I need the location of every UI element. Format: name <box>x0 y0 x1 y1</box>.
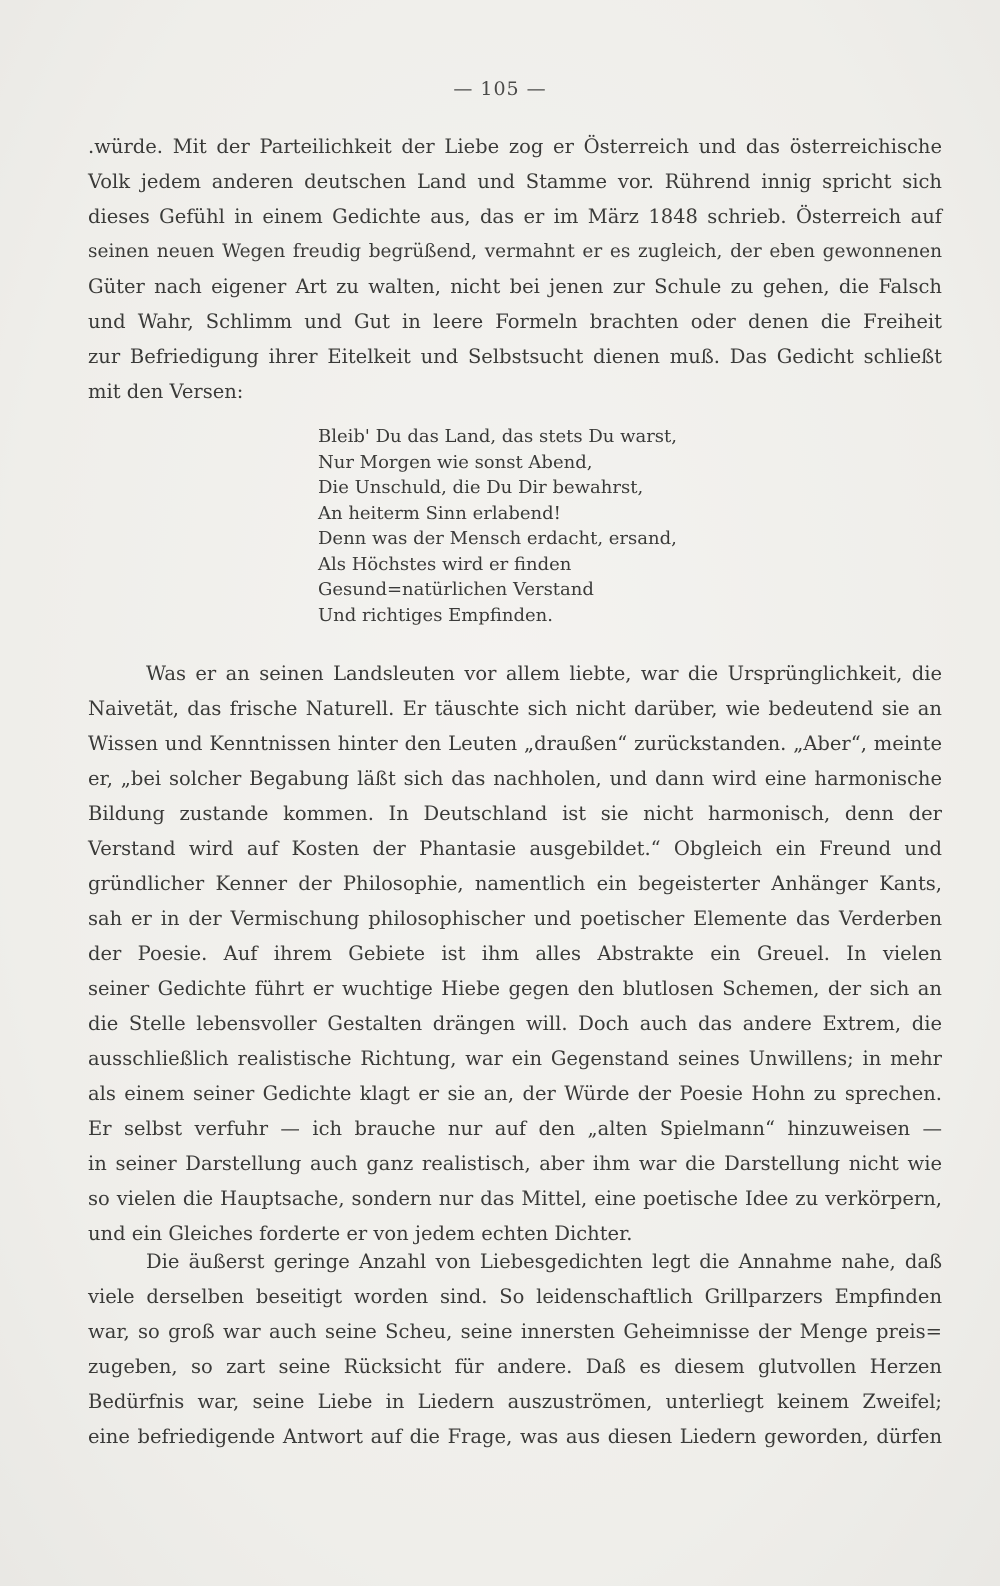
text-line: zur Befriedigung ihrer Eitelkeit und Selbstsucht dienen muß. Das Gedicht schließt <box>88 345 942 368</box>
text-line: ausschließlich realistische Richtung, war ein Gegenstand seines Unwillens; in mehr <box>88 1047 942 1070</box>
text-line: Volk jedem anderen deutschen Land und Stamme vor. Rührend innig spricht sich <box>88 170 942 193</box>
verse-line: Und richtiges Empfinden. <box>318 604 553 626</box>
text-line: Güter nach eigener Art zu walten, nicht bei jenen zur Schule zu gehen, die Falsch <box>88 275 942 298</box>
text-line: und ein Gleiches forderte er von jedem echten Dichter. <box>88 1222 633 1245</box>
text-line: Bedürfnis war, seine Liebe in Liedern auszuströmen, unterliegt keinem Zweifel; <box>88 1390 942 1413</box>
verse-line: Denn was der Mensch erdacht, ersand, <box>318 528 677 549</box>
verse-line: Als Höchstes wird er finden <box>318 553 572 575</box>
text-line: und Wahr, Schlimm und Gut in leere Formeln brachten oder denen die Freiheit <box>88 310 942 333</box>
text-line: mit den Versen: <box>88 380 244 403</box>
text-line: Verstand wird auf Kosten der Phantasie ausgebildet.“ Obgleich ein Freund und <box>88 837 942 860</box>
text-line: er, „bei solcher Begabung läßt sich das nachholen, und dann wird eine harmonische <box>88 767 942 790</box>
text-line: in seiner Darstellung auch ganz realistisch, aber ihm war die Darstellung nicht wie <box>88 1152 942 1175</box>
text-line: so vielen die Hauptsache, sondern nur das Mittel, eine poetische Idee zu verkörpern, <box>88 1187 942 1210</box>
verse-line: Gesund=natürlichen Verstand <box>318 579 594 600</box>
text-line: seiner Gedichte führt er wuchtige Hiebe gegen den blutlosen Schemen, der sich an <box>88 977 942 1000</box>
text-line: die Stelle lebensvoller Gestalten drängen will. Doch auch das andere Extrem, die <box>88 1012 942 1035</box>
text-line: gründlicher Kenner der Philosophie, namentlich ein begeisterter Anhänger Kants, <box>88 872 942 895</box>
text-line: zugeben, so zart seine Rücksicht für andere. Daß es diesem glutvollen Herzen <box>88 1355 942 1378</box>
verse-quote <box>318 424 738 628</box>
verse-line: Die Unschuld, die Du Dir bewahrst, <box>318 477 644 498</box>
text-line: als einem seiner Gedichte klagt er sie an, der Würde der Poesie Hohn zu sprechen. <box>88 1082 942 1105</box>
paragraph-3 <box>88 1244 942 1454</box>
text-line: war, so groß war auch seine Scheu, seine innersten Geheimnisse der Menge preis= <box>88 1320 942 1343</box>
text-line: der Poesie. Auf ihrem Gebiete ist ihm alles Abstrakte ein Greuel. In vielen <box>88 942 942 965</box>
verse-line: An heiterm Sinn erlabend! <box>318 502 561 524</box>
text-line: sah er in der Vermischung philosophischer und poetischer Elemente das Verderben <box>88 907 942 930</box>
text-line: Bildung zustande kommen. In Deutschland ist sie nicht harmonisch, denn der <box>88 802 942 825</box>
paragraph-1 <box>88 129 942 409</box>
text-line: seinen neuen Wegen freudig begrüßend, vermahnt er es zugleich, der eben gewonnenen <box>88 241 942 262</box>
text-line: viele derselben beseitigt worden sind. So leidenschaftlich Grillparzers Empfinden <box>88 1285 942 1308</box>
paragraph-2 <box>88 656 942 1251</box>
text-line: Wissen und Kenntnissen hinter den Leuten „draußen“ zurückstanden. „Aber“, meinte <box>88 732 942 755</box>
text-line: dieses Gefühl in einem Gedichte aus, das er im März 1848 schrieb. Österreich auf <box>88 205 942 228</box>
text-line: eine befriedigende Antwort auf die Frage, was aus diesen Liedern geworden, dürfen <box>88 1425 942 1448</box>
text-line: Was er an seinen Landsleuten vor allem liebte, war die Ursprünglichkeit, die <box>146 662 942 685</box>
verse-line: Nur Morgen wie sonst Abend, <box>318 451 593 473</box>
page-number: — 105 — <box>453 78 547 100</box>
text-line: Naivetät, das frische Naturell. Er täuschte sich nicht darüber, wie bedeutend sie an <box>88 697 942 720</box>
text-line: Die äußerst geringe Anzahl von Liebesgedichten legt die Annahme nahe, daß <box>146 1250 942 1273</box>
text-line: Er selbst verfuhr — ich brauche nur auf den „alten Spielmann“ hinzuweisen — <box>88 1117 942 1140</box>
text-line: .würde. Mit der Parteilichkeit der Liebe zog er Österreich und das österreichische <box>88 135 942 158</box>
verse-line: Bleib' Du das Land, das stets Du warst, <box>318 426 677 447</box>
